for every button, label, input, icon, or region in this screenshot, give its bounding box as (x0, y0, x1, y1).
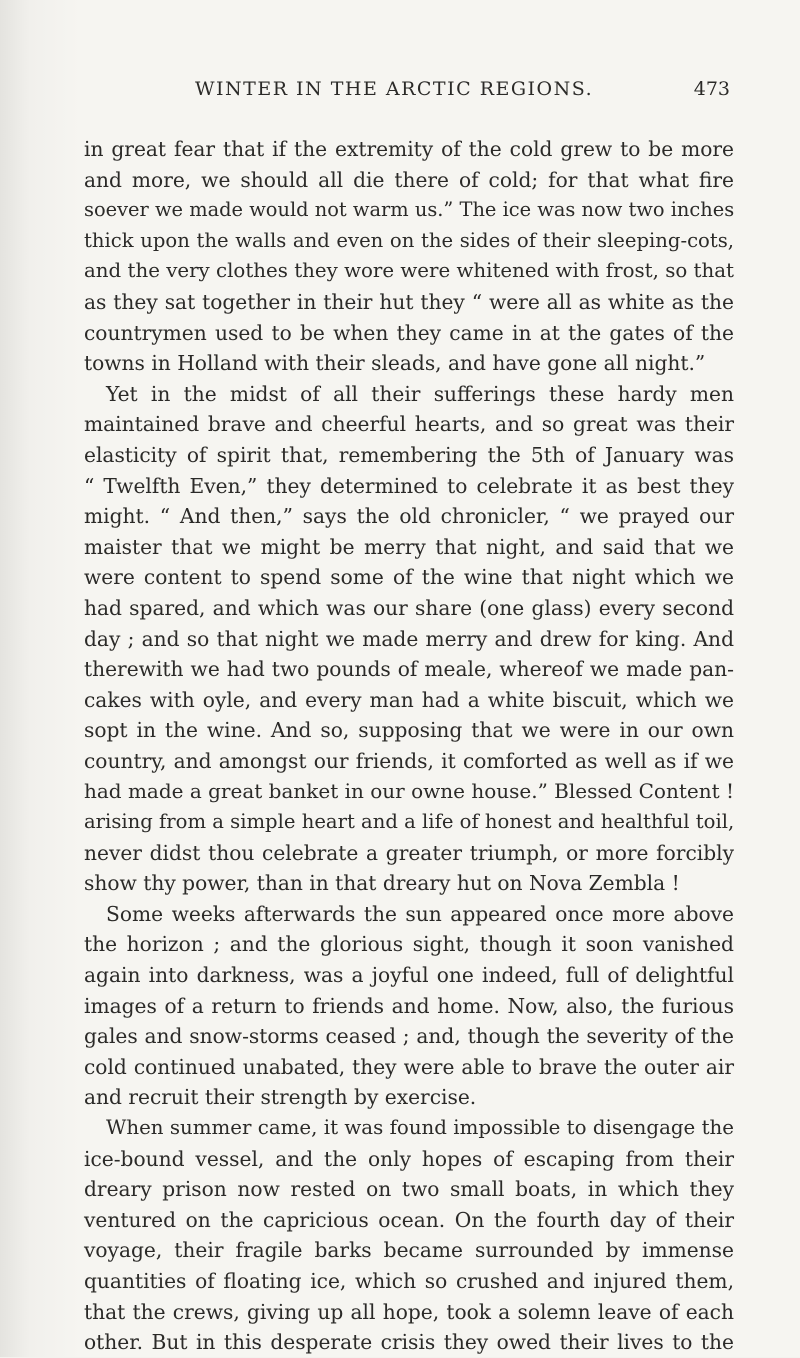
text-line: countrymen used to be when they came in at the gates of the (84, 320, 734, 345)
text-line: gales and snow-storms ceased ; and, though the severity of the (84, 1024, 734, 1049)
text-line: dreary prison now rested on two small boats, in which they (84, 1177, 734, 1202)
page-header (195, 78, 730, 108)
text-line: were content to spend some of the wine that night which we (84, 565, 734, 590)
text-line: images of a return to friends and home. Now, also, the furious (84, 993, 734, 1018)
text-line: cold continued unabated, they were able to brave the outer air (84, 1054, 734, 1079)
text-line: quantities of floating ice, which so crushed and injured them, (84, 1268, 734, 1293)
text-line: and the very clothes they wore were whitened with frost, so that (84, 259, 734, 283)
text-line: towns in Holland with their sleads, and have gone all night.” (84, 351, 706, 376)
running-title: WINTER IN THE ARCTIC REGIONS. (195, 78, 594, 100)
text-line: as they sat together in their hut they “ were all as white as the (84, 289, 734, 314)
text-line: ice-bound vessel, and the only hopes of escaping from their (84, 1146, 734, 1171)
text-line: other. But in this desperate crisis they owed their lives to the (84, 1330, 734, 1355)
text-line: Some weeks afterwards the sun appeared once more above (106, 901, 734, 926)
text-line: again into darkness, was a joyful one indeed, full of delightful (84, 963, 734, 988)
text-line: had made a great banket in our owne house.” Blessed Content ! (84, 779, 735, 804)
text-line: “ Twelfth Even,” they determined to celebrate it as best they (84, 473, 734, 498)
text-line: thick upon the walls and even on the sides of their sleeping-cots, (84, 228, 734, 252)
text-line: the horizon ; and the glorious sight, though it soon vanished (84, 932, 734, 957)
text-line: maister that we might be merry that night, and said that we (84, 534, 734, 559)
text-line: voyage, their fragile barks became surrounded by immense (84, 1238, 734, 1263)
text-line: elasticity of spirit that, remembering the 5th of January was (84, 442, 734, 467)
text-line: arising from a simple heart and a life of honest and healthful toil, (84, 810, 735, 834)
text-line: and recruit their strength by exercise. (84, 1085, 477, 1110)
text-line: therewith we had two pounds of meale, whereof we made pan- (84, 657, 734, 682)
page-number: 473 (693, 78, 730, 100)
text-line: Yet in the midst of all their sufferings these hardy men (106, 381, 734, 406)
text-line: sopt in the wine. And so, supposing that we were in our own (84, 718, 734, 743)
text-line: in great fear that if the extremity of the cold grew to be more (84, 137, 734, 161)
text-line: When summer came, it was found impossible to disengage the (106, 1116, 734, 1139)
text-line: maintained brave and cheerful hearts, and so great was their (84, 412, 734, 437)
text-line: country, and amongst our friends, it comforted as well as if we (84, 748, 734, 773)
text-line: day ; and so that night we made merry and drew for king. And (84, 626, 734, 651)
text-line: ventured on the capricious ocean. On the fourth day of their (84, 1207, 734, 1232)
text-line: and more, we should all die there of cold; for that what fire (84, 167, 734, 192)
text-line: show thy power, than in that dreary hut on Nova Zembla ! (84, 871, 680, 896)
body-text (84, 134, 734, 1358)
text-line: cakes with oyle, and every man had a white biscuit, which we (84, 687, 734, 712)
text-line: never didst thou celebrate a greater triumph, or more forcibly (84, 840, 734, 865)
text-line: that the crews, giving up all hope, took a solemn leave of each (84, 1299, 734, 1324)
text-line: had spared, and which was our share (one glass) every second (84, 595, 734, 620)
text-line: might. “ And then,” says the old chronicler, “ we prayed our (84, 504, 734, 529)
text-line: soever we made would not warm us.” The ice was now two inches (84, 198, 735, 222)
